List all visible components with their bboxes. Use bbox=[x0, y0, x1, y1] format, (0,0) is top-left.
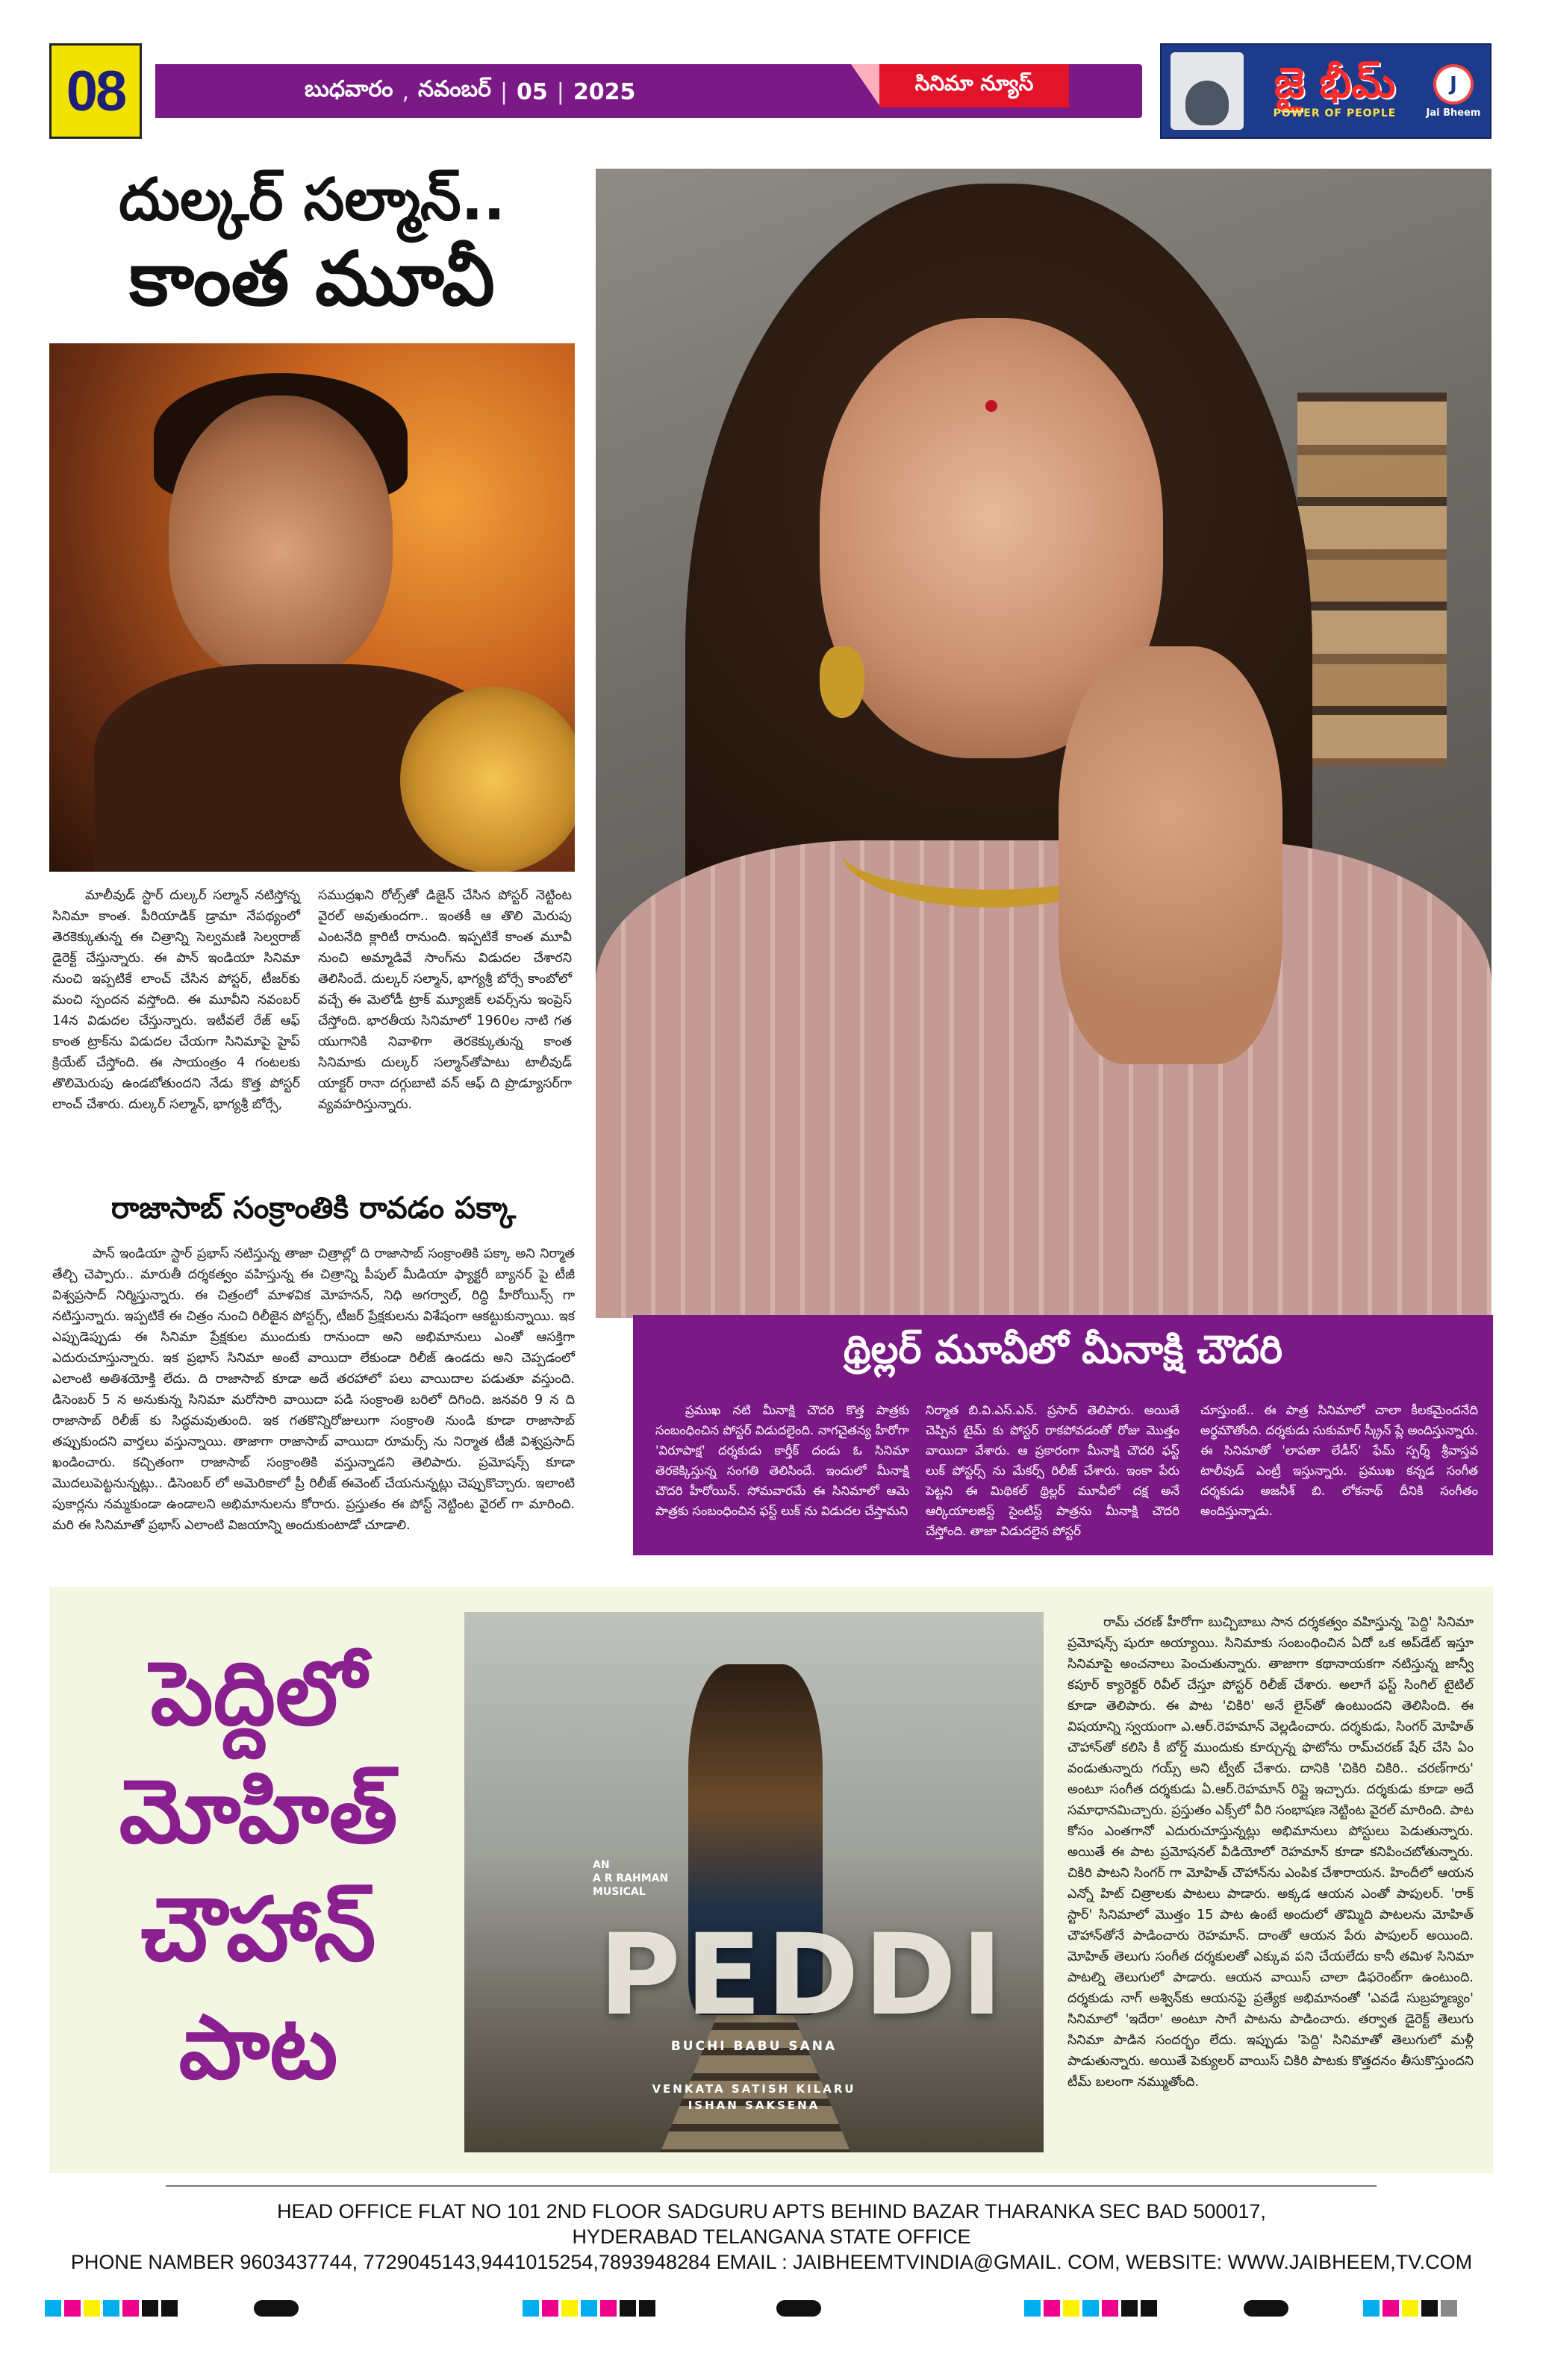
print-registration-marks bbox=[523, 2300, 655, 2317]
page-number: 08 bbox=[66, 59, 125, 123]
peddi-headline-line4: పాట bbox=[178, 1996, 338, 2099]
dulquer-headline bbox=[49, 166, 575, 322]
meenakshi-headline: థ్రిల్లర్ మూవీలో మీనాక్షి చౌదరి bbox=[843, 1327, 1283, 1372]
meenakshi-photo bbox=[596, 169, 1491, 1318]
meenakshi-body-col2: నిర్మాత బి.వి.ఎస్.ఎన్. ప్రసాద్ తెలిపారు. అయితే చెప్పిన టైమ్ కు పోస్టర్ రాకపోవడంతో రోజు మొత్తం వాయిదా వేశారు. ఆ ప్రకారంగా మీనాక్షి చౌదరి ఫస్ట్ లుక్ పోస్టర్స్ ను మేకర్స్ రిలీజ్ చేశారు. ఇంకా పేరు పెట్టని ఈ మిథికల్ థ్రిల్లర్ మూవీలో దక్ష అనే ఆర్కియాలజిస్ట్ సైంటిస్ట్ పాత్రను మీనాక్షి చౌదరి చేస్తోంది. తాజా విడుదలైన పోస్టర్ bbox=[926, 1403, 1179, 1538]
date-separator: | bbox=[499, 78, 508, 105]
rajasaab-body: పాన్ ఇండియా స్టార్ ప్రభాస్ నటిస్తున్న తాజా చిత్రాల్లో ది రాజాసాబ్ సంక్రాంతికి పక్కా అని నిర్మాత తేల్చి చెప్పారు.. మారుతీ దర్శకత్వం వహిస్తున్న ఈ చిత్రాన్ని పీపుల్ మీడియా ఫ్యాక్టరీ బ్యానర్ పై టీజీ విశ్వప్రసాద్ నిర్మిస్తున్నారు. ఈ చిత్రంలో మాళవిక మోహనన్, నిధి అగర్వాల్, రిద్ధి హీరోయిన్స్ గా నటిస్తున్నారు. ఇప్పటికే ఈ చిత్రం నుంచి రిలీజైన పోస్టర్స్, టీజర్ ప్రేక్షకులను విశేషంగా ఆకట్టుకున్నాయి. ఇక ఎప్పుడెప్పుడు ఈ సినిమా ప్రేక్షకుల ముందుకు రానుందా అని అభిమానులు ఎంతో ఆసక్తిగా ఎదురుచూస్తున్నారు. ఇక ప్రభాస్ సినిమా అంటే వాయిదా లేకుండా రిలీజ్ ఉండదు అని చెప్పడంలో ఎలాంటి అతిశయోక్తి లేదు. ది రాజాసాబ్ కూడా అదే తరహాలో పలు వాయిదాల పడుతూ వస్తుంది. డిసెంబర్ 5 న అనుకున్న సినిమా మరోసారి వాయిదా పడి సంక్రాంతి బరిలో దిగింది. జనవరి 9 న ది రాజాసాబ్ రిలీజ్ కు సిద్ధమవుతుంది. ఇక గతకొన్నిరోజులుగా సంక్రాంతి నుండి కూడా రాజాసాబ్ తప్పుకుందని వార్తలు వస్తున్నాయి. తాజాగా రాజాసాబ్ వాయిదా రూమర్స్ ను నిర్మాత టీజీ విశ్వప్రసాద్ ఖండించారు. కచ్చితంగా రాజాసాబ్ సంక్రాంతికి వస్తున్నాడని తెలిపారు. ప్రమోషన్స్ కూడా మొదలుపెట్టనున్నట్లు.. డిసెంబర్ లో అమెరికాలో ప్రీ రిలీజ్ ఈవెంట్ చేయనున్నట్లు చెప్పుకొచ్చారు. ఇలాంటి పుకార్లను నమ్మకుండా ఉండాలని అభిమానులను కోరారు. ప్రస్తుతం ఈ పోస్ట్ నెట్టింట వైరల్ గా మారింది. మరి ఈ సినిమాతో ప్రభాస్ ఎలాంటి విజయాన్ని అందుకుంటాడో చూడాలి. bbox=[52, 1246, 575, 1533]
logo-mark-text: Jai Bheem bbox=[1426, 107, 1481, 119]
day: బుధవారం bbox=[305, 76, 393, 102]
footer-address-line2: HYDERABAD TELANGANA STATE OFFICE bbox=[572, 2226, 971, 2248]
month: నవంబర్ bbox=[418, 76, 491, 102]
meenakshi-body-col1: ప్రముఖ నటి మీనాక్షి చౌదరి కొత్త పాత్రకు సంబంధించిన పోస్టర్ విడుదలైంది. నాగచైతన్య హీరోగా 'విరూపాక్ష' దర్శకుడు కార్తీక్ దండు ఓ సినిమా తెరకెక్కిస్తున్న సంగతి తెలిసిందే. ఇందులో మీనాక్షి చౌదరి హీరోయిన్. సోమవారమే ఈ సినిమాలో ఆమె పాత్రకు సంబంధించిన ఫస్ట్ లుక్ ను విడుదల చేస్తామని bbox=[655, 1403, 909, 1518]
poster-director: BUCHI BABU SANA bbox=[670, 2039, 838, 2054]
print-registration-marks bbox=[45, 2300, 178, 2317]
dulquer-headline-line2: కాంత మూవీ bbox=[129, 234, 495, 322]
dulquer-body-col2: సముద్రఖని రోల్స్‌తో డిజైన్ చేసిన పోస్టర్ నెట్టింట వైరల్ అవుతుందగా.. ఇంతకీ ఆ తొలి మెరుపు ఎంటనేది క్లారిటీ రానుంది. ఇప్పటికే కాంత మూవీ నుంచి అమ్మాడివే సాంగ్‌ను విడుదల చేశారని తెలిసిందే. దుల్కర్ సల్మాన్, భాగ్యశ్రీ బోర్సే కాంబోలో వచ్చే ఈ మెలోడీ ట్రాక్ మ్యూజిక్ లవర్స్‌ను ఇంప్రెస్ చేస్తోంది. భారతీయ సినిమాలో 1960ల నాటి గత యుగానికి నివాళిగా తెరకెక్కుతున్న కాంత సినిమాకు దుల్కర్ సల్మాన్‌తోపాటు టాలీవుడ్ యాక్టర్ రానా దగ్గుబాటి వన్ ఆఫ్ ది ప్రొడ్యూసర్‌గా వ్యవహరిస్తున్నారు. bbox=[318, 888, 572, 1112]
year: 2025 bbox=[573, 78, 636, 105]
logo-title: జై భీమ్ bbox=[1274, 59, 1396, 107]
print-mark bbox=[254, 2300, 299, 2317]
poster-music-credit bbox=[593, 1858, 668, 1899]
logo-tagline: POWER OF PEOPLE bbox=[1273, 107, 1397, 119]
poster-cast bbox=[464, 2081, 1044, 2114]
poster-cast-line2: ISHAN SAKSENA bbox=[688, 2099, 820, 2112]
poster-credit-line2: A R RAHMAN bbox=[593, 1873, 669, 1884]
print-registration-marks bbox=[1024, 2300, 1157, 2317]
date-separator: , bbox=[402, 78, 410, 105]
footer-divider bbox=[166, 2185, 1377, 2187]
peddi-headline-line1: పెద్దిలో bbox=[150, 1642, 367, 1745]
rajasaab-headline: రాజాసాబ్ సంక్రాంతికి రావడం పక్కా bbox=[110, 1191, 517, 1225]
print-registration-marks bbox=[1363, 2300, 1457, 2317]
dulquer-headline-line1: దుల్కర్ సల్మాన్.. bbox=[119, 166, 505, 234]
peddi-poster bbox=[464, 1612, 1044, 2152]
dateline bbox=[305, 72, 635, 112]
dulquer-photo bbox=[49, 343, 575, 872]
masthead-logo bbox=[1160, 43, 1491, 139]
poster-cast-line1: VENKATA SATISH KILARU bbox=[652, 2082, 856, 2096]
logo-mark bbox=[1426, 64, 1481, 119]
footer-address-line1: HEAD OFFICE FLAT NO 101 2ND FLOOR SADGURU APTS BEHIND BAZAR THARANKA SEC BAD 500017, bbox=[277, 2200, 1266, 2223]
page-number-box bbox=[49, 43, 142, 139]
date: 05 bbox=[517, 78, 548, 105]
peddi-headline-line3: చౌహాన్ bbox=[140, 1878, 376, 1981]
meenakshi-body-col3: చూస్తుంటే.. ఈ పాత్ర సినిమాలో చాలా కీలకమైందనేది అర్థమౌతోంది. దర్శకుడు సుకుమార్ స్క్రీన్ ప్లే అందిస్తున్నారు. ఈ సినిమాతో 'లాపతా లేడీస్' ఫేమ్ స్పర్శ్ శ్రీవాస్తవ టాలీవుడ్ ఎంట్రీ ఇస్తున్నారు. ప్రముఖ కన్నడ సంగీత దర్శకుడు అజనీశ్ బి. లోకనాథ్ దీనికి సంగీతం అందిస్తున్నాడు. bbox=[1200, 1403, 1478, 1518]
logo-name bbox=[1253, 59, 1417, 119]
peddi-body: రామ్ చరణ్ హీరోగా బుచ్చిబాబు సాన దర్శకత్వం వహిస్తున్న 'పెద్ది' సినిమా ప్రమోషన్స్ షురూ అయ్యాయి. సినిమాకు సంబంధించిన ఏదో ఒక అప్‌డేట్ ఇస్తూ సినిమాపై అంచనాలు పెంచుతున్నారు. తాజాగా కథానాయకగా నటిస్తున్న జాన్వీ కపూర్ క్యారెక్టర్ రివీల్ చేస్తూ పోస్టర్ రిలీజ్ చేశారు. అలాగే ఫస్ట్ సింగిల్ టైటిల్ కూడా తెలిపారు. ఈ పాట 'చికిరి' అనే లైన్‌తో ఉంటుందని తెలిసింది. ఈ విషయాన్ని స్వయంగా ఎ.ఆర్.రెహమాన్ వెల్లడించారు. దర్శకుడు, సింగర్ మోహిత్ చౌహాన్‌తో కలిసి కీ బోర్డ్ ముందుకు కూర్చున్న ఫొటోను రామ్‌చరణ్ షేర్ చేసి ఏం వండుతున్నారు గయ్స్ అని ట్వీట్ చేశారు. దానికి 'చికిరి చికిరి.. చరణ్‌గారు' అంటూ సంగీత దర్శకుడు ఏ.ఆర్.రెహమాన్ రిప్లై ఇచ్చారు. దర్శకుడు కూడా అదే సమాధానమిచ్చారు. ప్రస్తుతం ఎక్స్‌లో వీరి సంభాషణ నెట్టింట వైరల్ మారింది. పాట కోసం ఎంతగానో ఎదురుచూస్తున్నట్లు అభిమానులు పోస్టులు పెడుతున్నారు. అయితే ఈ పాట ప్రమోషనల్ వీడియోలో రెహమాన్ కూడా కనిపించబోతున్నారు. చికిరి పాటని సింగర్ గా మోహిత్ చౌహాన్‌ను ఎంపిక చేశారాయన. హిందీలో ఆయన ఎన్నో హిట్ చిత్రాలకు పాటలు పాడారు. అక్కడ ఆయన ఎంతో పాపులర్. 'రాక్ స్టార్' సినిమాలో మొత్తం 15 పాట ఉంటే అందులో తొమ్మిది పాటలను మోహిత్ చౌహాన్‌తోనే పాడించారు రెహమాన్. దాంతో ఆయన పేరు పాపులర్ అయింది. మోహిత్ తెలుగు సంగీత దర్శకులతో ఎక్కువ పని చేయలేదు కానీ తమిళ సినిమా పాటల్ని తెలుగులో పాడారు. ఆయన వాయిస్ చాలా డిఫరెంట్‌గా ఉంటుంది. దర్శకుడు నాగ్ అశ్విన్‌కు ఆయనపై ప్రత్యేక అభిమానంతో 'ఎవడే సుబ్రహ్మణ్యం' సినిమాలో 'ఇదేరా' అంటూ సాగే పాటను పాడించారు. తర్వాత డైరెక్ట్ తెలుగు సినిమా పాడిన సందర్భం లేదు. ఇప్పుడు 'పెద్ది' సినిమాతో తెలుగులో మళ్లీ పాడుతున్నారు. అయితే పెక్యులర్ వాయిస్ చికిరి పాటకు కొత్తదనం తీసుకొస్తుందని టీమ్ బలంగా నమ్ముతోంది. bbox=[1067, 1615, 1474, 2090]
print-mark bbox=[776, 2300, 821, 2317]
peddi-headline-line2: మోహిత్ bbox=[119, 1760, 398, 1863]
date-separator: | bbox=[556, 78, 564, 105]
emblem-icon: J bbox=[1433, 64, 1474, 104]
poster-credit-line1: AN bbox=[593, 1859, 610, 1871]
dulquer-body-col1: మాలీవుడ్ స్టార్ దుల్కర్ సల్మాన్ నటిస్తోన్న సినిమా కాంత. పీరియాడిక్ డ్రామా నేపథ్యంలో తెరకెక్కుతున్న ఈ చిత్రాన్ని సెల్వమణి సెల్వరాజ్ డైరెక్ట్ చేస్తున్నారు. ఈ పాన్ ఇండియా సినిమా నుంచి ఇప్పటికే లాంచ్ చేసిన పోస్టర్, టీజర్‌కు మంచి స్పందన వస్తోంది. ఈ మూవీని నవంబర్ 14న విడుదల చేస్తున్నారు. ఇటీవలే రేజ్ ఆఫ్ కాంత ట్రాక్‌ను విడుదల చేయగా సినిమాపై హైప్ క్రియేట్ చేస్తోంది. ఈ సాయంత్రం 4 గంటలకు తొలిమెరుపు ఉండబోతుందని నేడు కొత్త పోస్టర్ లాంచ్ చేశారు. దుల్కర్ సల్మాన్, భాగ్యశ్రీ బోర్సే, bbox=[52, 888, 300, 1112]
section-tab: సినిమా న్యూస్ bbox=[879, 64, 1069, 107]
poster-title-logo: PEDDI bbox=[599, 1911, 1008, 2040]
poster-credit-line3: MUSICAL bbox=[593, 1886, 646, 1898]
peddi-headline bbox=[49, 1634, 467, 2106]
print-mark bbox=[1244, 2300, 1288, 2317]
portrait-icon bbox=[1171, 52, 1244, 130]
footer-contact: PHONE NAMBER 9603437744, 7729045143,9441015254,7893948284 EMAIL : JAIBHEEMTVINDIA@GMAIL. COM, WEBSITE: WWW.JAIBHEEM,TV.COM bbox=[70, 2251, 1473, 2273]
